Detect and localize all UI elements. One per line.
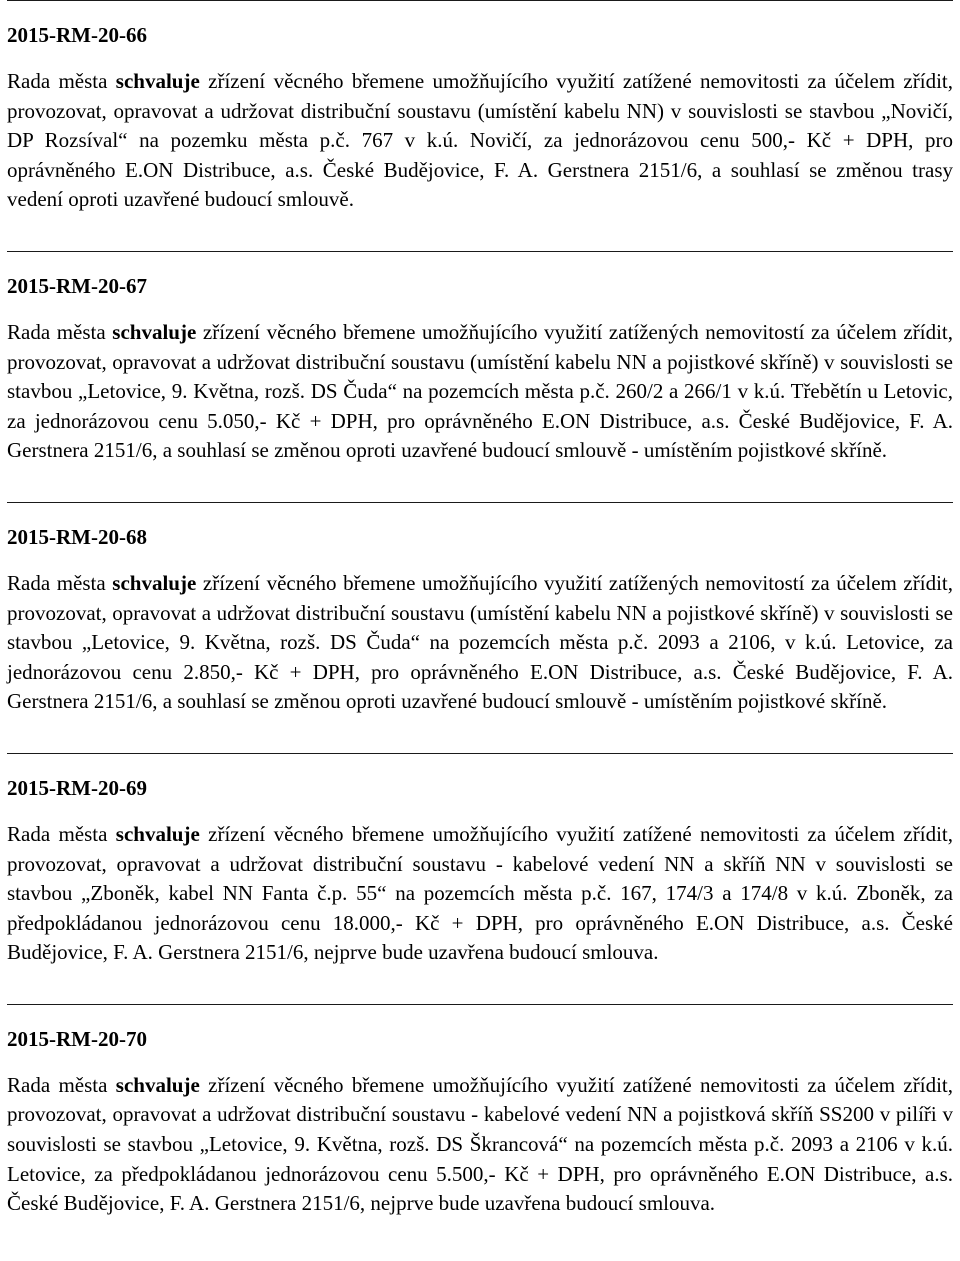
resolution-id: 2015-RM-20-70 bbox=[7, 1026, 147, 1051]
resolution-verb: schvaluje bbox=[115, 1072, 200, 1097]
resolution-text bbox=[7, 67, 953, 215]
resolution-verb: schvaluje bbox=[115, 821, 200, 846]
section-divider bbox=[7, 753, 953, 754]
resolution-lead: Rada města bbox=[7, 570, 106, 595]
resolution-2015-rm-20-68 bbox=[7, 523, 953, 717]
resolution-body: zřízení věcného břemene umožňujícího využití zatížené nemovitosti za účelem zřídit, provozovat, opravovat a udržovat distribuční soustavu (umístění kabelu NN) v souvislosti se stavbou „Novičí, DP Rozsíval“ na pozemku města p.č. 767 v k.ú. Novičí, za jednorázovou cenu 500,- Kč + DPH, pro oprávněného E.ON Distribuce, a.s. České Budějovice, F. A. Gerstnera 2151/6, a souhlasí se změnou trasy vedení oproti uzavřené budoucí smlouvě. bbox=[7, 69, 954, 212]
resolution-body: zřízení věcného břemene umožňujícího využití zatížených nemovitostí za účelem zřídit, provozovat, opravovat a udržovat distribuční soustavu (umístění kabelu NN a pojistkové skříně) v souvislosti se stavbou „Letovice, 9. Května, rozš. DS Čuda“ na pozemcích města p.č. 260/2 a 266/1 v k.ú. Třebětín u Letovic, za jednorázovou cenu 5.050,- Kč + DPH, pro oprávněného E.ON Distribuce, a.s. České Budějovice, F. A. Gerstnera 2151/6, a souhlasí se změnou oproti uzavřené budoucí smlouvě - umístěním pojistkové skříně. bbox=[7, 319, 954, 463]
resolution-2015-rm-20-69 bbox=[7, 774, 953, 968]
document-page bbox=[7, 0, 953, 1219]
resolution-text bbox=[7, 1071, 953, 1219]
resolution-id: 2015-RM-20-66 bbox=[7, 23, 147, 47]
resolution-lead: Rada města bbox=[7, 1072, 108, 1097]
resolution-2015-rm-20-66 bbox=[7, 21, 953, 215]
resolution-text bbox=[7, 318, 953, 466]
resolution-text bbox=[7, 820, 953, 968]
resolution-lead: Rada města bbox=[7, 821, 108, 846]
resolution-body: zřízení věcného břemene umožňujícího využití zatížené nemovitosti za účelem zřídit, provozovat, opravovat a udržovat distribuční soustavu - kabelové vedení NN a skříň NN v souvislosti se stavbou „Zboněk, kabel NN Fanta č.p. 55“ na pozemcích města p.č. 167, 174/3 a 174/8 v k.ú. Zboněk, za předpokládanou jednorázovou cenu 18.000,- Kč + DPH, pro oprávněného E.ON Distribuce, a.s. České Budějovice, F. A. Gerstnera 2151/6, nejprve bude uzavřena budoucí smlouva. bbox=[7, 821, 954, 965]
resolution-lead: Rada města bbox=[7, 319, 106, 344]
resolution-body: zřízení věcného břemene umožňujícího využití zatížených nemovitostí za účelem zřídit, provozovat, opravovat a udržovat distribuční soustavu (umístění kabelu NN a pojistkové skříně) v souvislosti se stavbou „Letovice, 9. Května, rozš. DS Čuda“ na pozemcích města p.č. 2093 a 2106, v k.ú. Letovice, za jednorázovou cenu 2.850,- Kč + DPH, pro oprávněného E.ON Distribuce, a.s. České Budějovice, F. A. Gerstnera 2151/6, a souhlasí se změnou oproti uzavřené budoucí smlouvě - umístěním pojistkové skříně. bbox=[7, 570, 954, 714]
resolution-id: 2015-RM-20-69 bbox=[7, 775, 147, 800]
resolution-verb: schvaluje bbox=[112, 570, 197, 595]
resolution-text bbox=[7, 569, 953, 717]
resolution-lead: Rada města bbox=[7, 69, 108, 93]
section-divider bbox=[7, 251, 953, 252]
section-divider bbox=[7, 1004, 953, 1005]
section-divider bbox=[7, 502, 953, 503]
section-divider bbox=[7, 0, 953, 1]
resolution-id: 2015-RM-20-67 bbox=[7, 273, 147, 298]
resolution-body: zřízení věcného břemene umožňujícího využití zatížené nemovitosti za účelem zřídit, provozovat, opravovat a udržovat distribuční soustavu - kabelové vedení NN a pojistková skříň SS200 v pilíři v souvislosti se stavbou „Letovice, 9. Května, rozš. DS Škrancová“ na pozemcích města p.č. 2093 a 2106 v k.ú. Letovice, za předpokládanou jednorázovou cenu 5.500,- Kč + DPH, pro oprávněného E.ON Distribuce, a.s. České Budějovice, F. A. Gerstnera 2151/6, nejprve bude uzavřena budoucí smlouva. bbox=[7, 1072, 954, 1216]
resolution-2015-rm-20-67 bbox=[7, 272, 953, 466]
resolution-verb: schvaluje bbox=[115, 69, 200, 93]
resolution-id: 2015-RM-20-68 bbox=[7, 524, 147, 549]
resolution-2015-rm-20-70 bbox=[7, 1025, 953, 1219]
resolution-verb: schvaluje bbox=[112, 319, 197, 344]
